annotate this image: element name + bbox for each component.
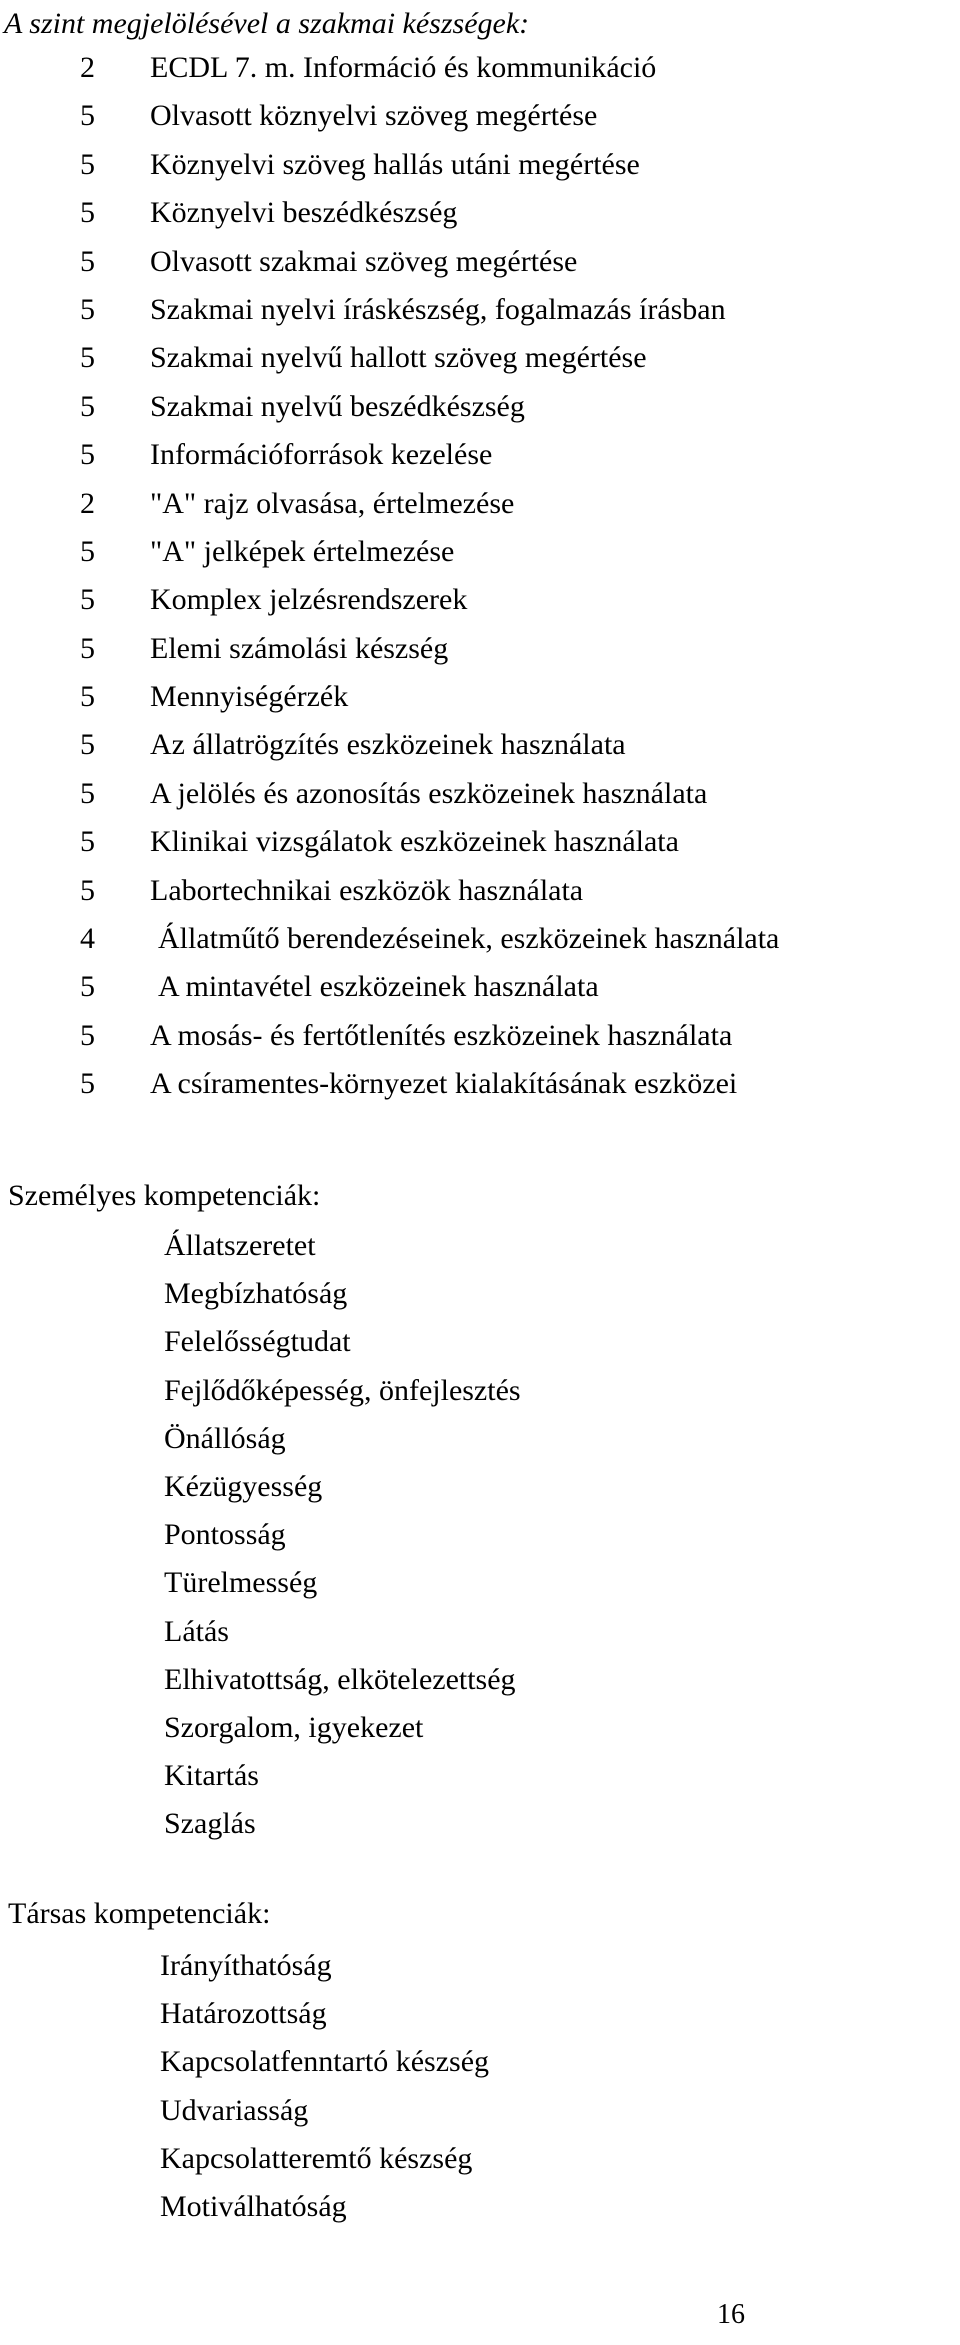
skill-text: ECDL 7. m. Információ és kommunikáció [150, 51, 657, 84]
list-item [0, 1270, 960, 1318]
skill-text: Állatműtő berendezéseinek, eszközeinek használata [158, 922, 780, 956]
skill-level: 5 [80, 970, 95, 1004]
skill-level: 5 [80, 534, 95, 568]
skill-row [0, 625, 960, 673]
skill-row [0, 480, 960, 528]
skill-text: Klinikai vizsgálatok eszközeinek használata [150, 825, 679, 859]
list-item [0, 1318, 960, 1366]
list-item [0, 1415, 960, 1463]
list-item [0, 1656, 960, 1704]
list-item [0, 1704, 960, 1752]
skill-row [0, 915, 960, 963]
competency-text: Motiválhatóság [160, 2189, 347, 2223]
skill-row [0, 383, 960, 431]
skill-row [0, 431, 960, 479]
competency-text: Kapcsolatfenntartó készség [160, 2045, 490, 2079]
skill-text: Szakmai nyelvi íráskészség, fogalmazás írásban [150, 292, 726, 326]
competency-text: Látás [164, 1614, 229, 1648]
competency-text: Állatszeretet [164, 1229, 316, 1262]
competency-text: Kézügyesség [164, 1469, 323, 1503]
competency-text: Udvariasság [160, 2093, 309, 2127]
skill-text: Olvasott szakmai szöveg megértése [150, 244, 578, 278]
skill-text: Szakmai nyelvű hallott szöveg megértése [150, 341, 647, 375]
competency-text: Önállóság [164, 1421, 286, 1455]
personal-competencies-heading: Személyes kompetenciák: [8, 1179, 321, 1212]
skill-level: 5 [80, 776, 95, 810]
skill-level: 5 [80, 196, 95, 230]
list-item [0, 2038, 960, 2086]
skill-row [0, 770, 960, 818]
skill-row [0, 673, 960, 721]
skill-level: 4 [80, 922, 95, 956]
competency-text: Kitartás [164, 1759, 259, 1793]
skill-level: 5 [80, 583, 95, 617]
list-item [0, 1559, 960, 1607]
list-item [0, 1222, 960, 1270]
skill-level: 5 [80, 389, 95, 423]
skill-row [0, 576, 960, 624]
skill-level: 5 [80, 631, 95, 665]
skill-text: Olvasott köznyelvi szöveg megértése [150, 99, 598, 133]
skill-level: 5 [80, 99, 95, 133]
list-item [0, 1511, 960, 1559]
competency-text: Fejlődőképesség, önfejlesztés [164, 1373, 521, 1407]
skill-row [0, 92, 960, 140]
skill-row [0, 286, 960, 334]
social-competencies-heading: Társas kompetenciák: [8, 1897, 271, 1930]
skill-row [0, 721, 960, 769]
skill-row [0, 867, 960, 915]
competency-text: Kapcsolatteremtő készség [160, 2141, 473, 2175]
competency-text: Pontosság [164, 1518, 286, 1552]
competency-text: Elhivatottság, elkötelezettség [164, 1662, 516, 1696]
skill-text: Mennyiségérzék [150, 680, 349, 714]
skill-text: "A" jelképek értelmezése [150, 534, 455, 568]
skills-heading: A szint megjelölésével a szakmai készségek: [4, 7, 530, 40]
skill-text: "A" rajz olvasása, értelmezése [150, 486, 515, 520]
skill-level: 5 [80, 728, 95, 762]
competency-text: Irányíthatóság [160, 1949, 332, 1982]
skill-text: A jelölés és azonosítás eszközeinek használata [150, 776, 708, 810]
skill-text: Elemi számolási készség [150, 631, 449, 665]
competency-text: Türelmesség [164, 1566, 318, 1600]
list-item [0, 1942, 960, 1990]
list-item [0, 2135, 960, 2183]
skill-text: Szakmai nyelvű beszédkészség [150, 389, 525, 423]
skill-text: Köznyelvi szöveg hallás utáni megértése [150, 147, 640, 181]
skill-text: A mintavétel eszközeinek használata [158, 970, 599, 1004]
skill-row [0, 189, 960, 237]
skill-text: Komplex jelzésrendszerek [150, 583, 468, 617]
skill-level: 5 [80, 1018, 95, 1052]
skill-text: Köznyelvi beszédkészség [150, 196, 458, 230]
skill-level: 5 [80, 873, 95, 907]
skill-text: A csíramentes-környezet kialakításának eszközei [150, 1067, 738, 1101]
skill-text: Az állatrögzítés eszközeinek használata [150, 728, 626, 762]
skill-row [0, 44, 960, 92]
skill-row [0, 141, 960, 189]
social-competencies-list [0, 1942, 960, 2231]
skill-level: 5 [80, 292, 95, 326]
competency-text: Szorgalom, igyekezet [164, 1710, 424, 1744]
skill-level: 5 [80, 438, 95, 472]
list-item [0, 2087, 960, 2135]
personal-competencies-list [0, 1222, 960, 1848]
skill-text: Labortechnikai eszközök használata [150, 873, 584, 907]
skill-row [0, 1012, 960, 1060]
skill-text: Információforrások kezelése [150, 438, 493, 472]
skill-level: 2 [80, 51, 95, 84]
skill-row [0, 1060, 960, 1108]
competency-text: Határozottság [160, 1997, 327, 2031]
skill-row [0, 334, 960, 382]
skill-level: 5 [80, 244, 95, 278]
skill-level: 5 [80, 147, 95, 181]
skill-row [0, 963, 960, 1011]
skill-level: 5 [80, 680, 95, 714]
skill-row [0, 818, 960, 866]
skill-level: 5 [80, 1067, 95, 1101]
skill-text: A mosás- és fertőtlenítés eszközeinek használata [150, 1018, 733, 1052]
skill-row [0, 238, 960, 286]
competency-text: Felelősségtudat [164, 1325, 351, 1359]
list-item [0, 1752, 960, 1800]
list-item [0, 2183, 960, 2231]
skill-row [0, 528, 960, 576]
skills-list [0, 44, 960, 1109]
competency-text: Szaglás [164, 1807, 256, 1841]
page-number: 16 [717, 2299, 745, 2330]
skill-level: 5 [80, 341, 95, 375]
list-item [0, 1990, 960, 2038]
list-item [0, 1608, 960, 1656]
list-item [0, 1463, 960, 1511]
skill-level: 5 [80, 825, 95, 859]
competency-text: Megbízhatóság [164, 1277, 348, 1311]
list-item [0, 1367, 960, 1415]
list-item [0, 1800, 960, 1848]
skill-level: 2 [80, 486, 95, 520]
